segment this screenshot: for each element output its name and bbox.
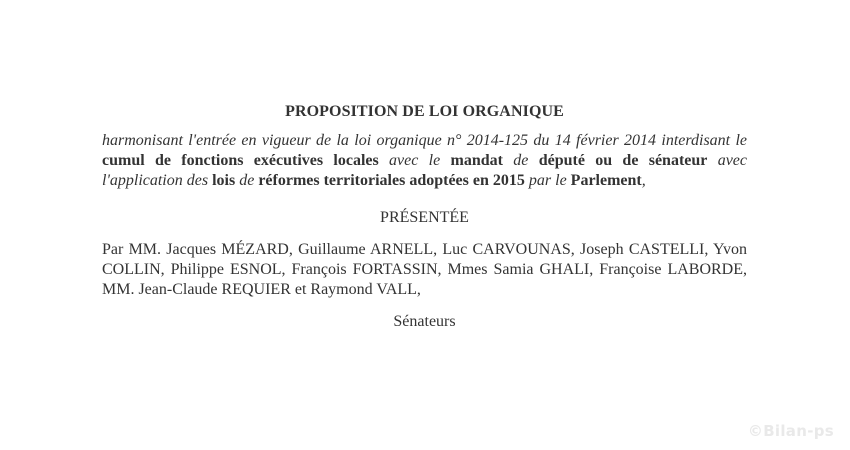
authors-list: Par MM. Jacques MÉZARD, Guillaume ARNELL, Luc CARVOUNAS, Joseph CASTELLI, Yvon COLLIN, Philippe ESNOL, François FORTASSIN, Mmes Samia GHALI, Françoise LABORDE, MM. Jean-Claude REQUIER et Raymond VALL, xyxy=(102,241,747,298)
document-subtitle xyxy=(102,131,747,191)
signatories-label: Sénateurs xyxy=(393,313,456,330)
subtitle-segment: de xyxy=(502,152,539,169)
subtitle-segment: député ou de sénateur xyxy=(538,152,708,169)
subtitle-segment: Parlement xyxy=(570,172,642,189)
document-title: PROPOSITION DE LOI ORGANIQUE xyxy=(285,103,564,120)
subtitle-segment: lois xyxy=(212,172,236,189)
document-page xyxy=(102,101,747,332)
subtitle-segment: harmonisant l'entrée en vigueur de la loi organique n° 2014-125 du 14 février 2014 interdisant le xyxy=(102,132,747,149)
subtitle-segment: mandat xyxy=(450,152,503,169)
subtitle-segment: , xyxy=(641,172,646,189)
presented-label: PRÉSENTÉE xyxy=(380,209,469,226)
subtitle-segment: avec le xyxy=(378,152,451,169)
subtitle-segment: réformes territoriales adoptées en 2015 xyxy=(258,172,525,189)
watermark: ©Bilan-ps xyxy=(747,422,834,440)
subtitle-segment: avec l'application des xyxy=(102,152,747,189)
subtitle-segment: par le xyxy=(524,172,571,189)
subtitle-segment: de xyxy=(235,172,259,189)
subtitle-segment: cumul de fonctions exécutives locales xyxy=(102,152,379,169)
